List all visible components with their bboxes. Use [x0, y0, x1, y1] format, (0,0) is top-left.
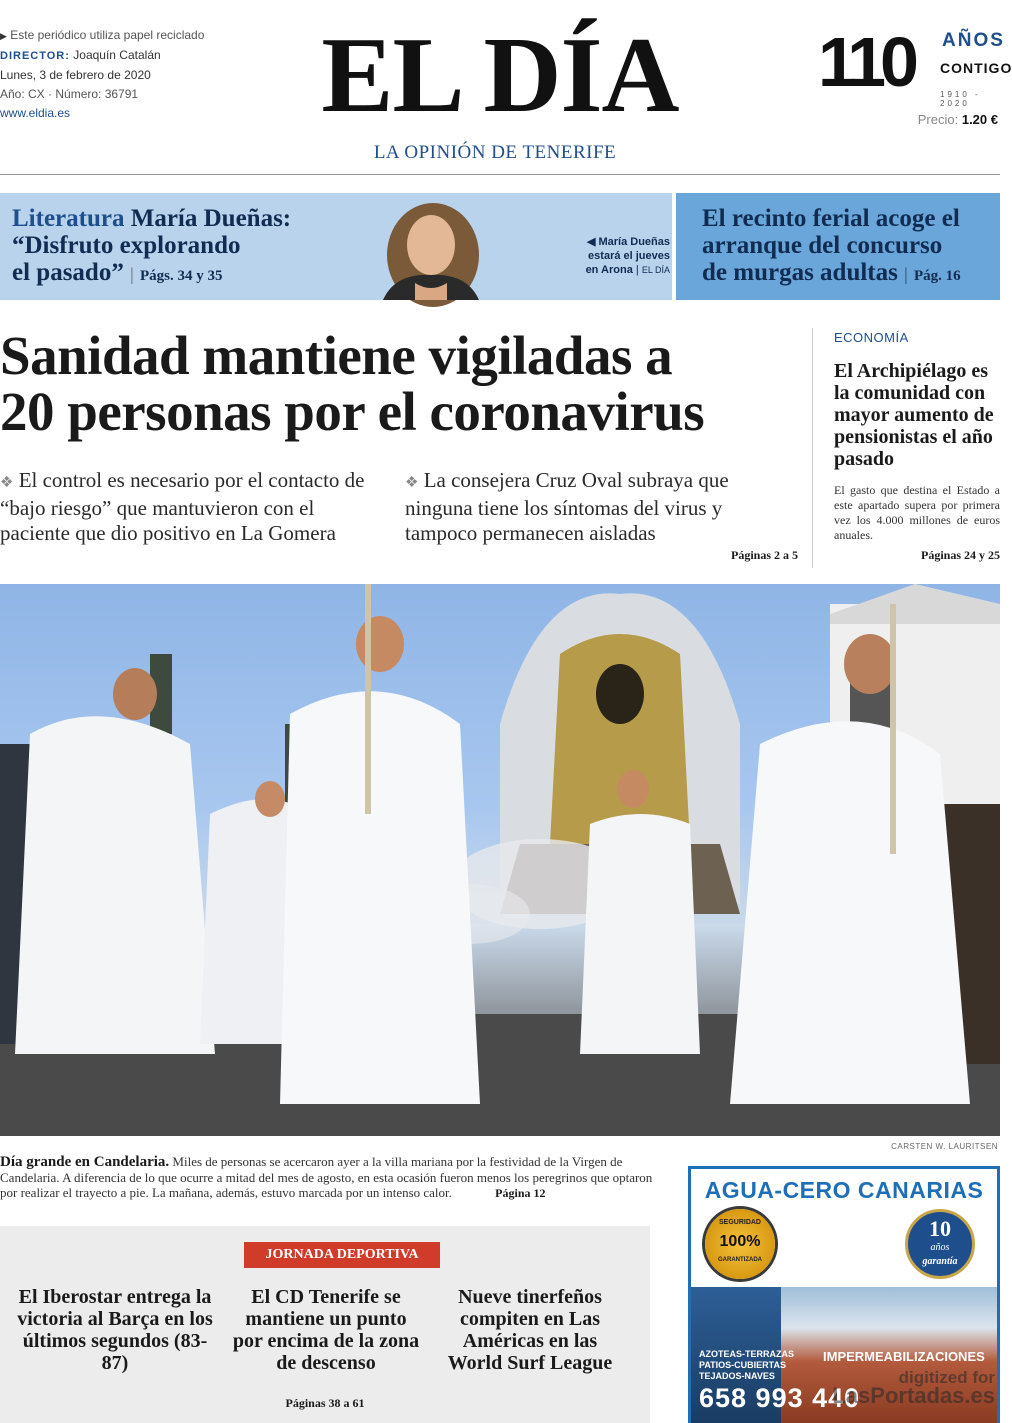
- anniversary-number: 110: [818, 23, 913, 101]
- side-section-label: ECONOMÍA: [834, 330, 909, 345]
- advertisement[interactable]: [688, 1166, 1000, 1423]
- procession-illustration: [0, 584, 1000, 1136]
- anniversary-years: 1910 - 2020: [940, 90, 981, 108]
- column-divider: [812, 328, 813, 568]
- issue-number: Año: CX · Número: 36791: [0, 87, 139, 101]
- recycled-note: ▶ Este periódico utiliza papel reciclado: [0, 28, 205, 42]
- banner-left-headline: Literatura María Dueñas: “Disfruto explorando el pasado” | Págs. 34 y 35: [12, 205, 292, 286]
- sport-story-2[interactable]: El CD Tenerife se mantiene un punto por encima de la zona de descenso: [232, 1286, 420, 1374]
- ad-phone[interactable]: 658 993 440: [699, 1383, 861, 1413]
- anniversary-sub: CONTIGO: [940, 60, 1012, 76]
- issue-date: Lunes, 3 de febrero de 2020: [0, 68, 151, 82]
- banner-left[interactable]: [0, 193, 672, 300]
- main-photo: [0, 584, 1000, 1136]
- side-headline[interactable]: El Archipiélago es la comunidad con mayor aumento de pensionistas el año pasado: [834, 360, 994, 470]
- ad-title: AGUA-CERO CANARIAS: [704, 1177, 984, 1203]
- guarantee-badge-icon: 10 años garantía: [905, 1209, 975, 1279]
- masthead-title: EL DÍA: [321, 16, 679, 135]
- sports-section: [0, 1226, 650, 1423]
- anniversary-logo: [818, 23, 1012, 108]
- sport-story-3[interactable]: Nueve tinerfeños compiten en Las Américas en las World Surf League: [447, 1286, 613, 1374]
- lead-deck-right: ❖ La consejera Cruz Oval subraya que ninguna tiene los síntomas del virus y tampoco permanecen aisladas: [405, 468, 729, 545]
- watermark: digitized for LasPortadas.es: [832, 1368, 995, 1408]
- arrow-left-icon: ◀: [586, 236, 596, 248]
- portrait-caption: ◀ María Dueñas estará el jueves en Arona | EL DÍA: [585, 236, 670, 276]
- ad-service-right: IMPERMEABILIZACIONES: [823, 1349, 985, 1364]
- side-body: El gasto que destina el Estado a este apartado supera por primera vez los 4.000 millones de euros anuales.: [834, 483, 1000, 542]
- lead-headline[interactable]: Sanidad mantiene vigiladas a 20 personas por el coronavirus: [0, 325, 705, 442]
- website-link[interactable]: www.eldia.es: [0, 106, 71, 120]
- play-icon: ▶: [0, 31, 7, 41]
- masthead-subtitle: LA OPINIÓN DE TENERIFE: [373, 142, 617, 163]
- author-portrait: [375, 193, 485, 300]
- director-line: DIRECTOR: Joaquín Catalán: [0, 48, 161, 62]
- sport-story-1[interactable]: El Iberostar entrega la victoria al Barça en los últimos segundos (83-87): [17, 1286, 213, 1374]
- banner-right[interactable]: [676, 193, 1000, 300]
- lead-pages[interactable]: Páginas 2 a 5: [730, 548, 798, 562]
- price: Precio: 1.20 €: [917, 112, 998, 127]
- ad-services: AZOTEAS-TERRAZAS PATIOS-CUBIERTAS TEJADOS-NAVES: [699, 1349, 794, 1381]
- banner-right-headline: El recinto ferial acoge el arranque del concurso de murgas adultas | Pág. 16: [702, 205, 961, 286]
- photo-caption: Día grande en Candelaria. Miles de personas se acercaron ayer a la villa mariana por la festividad de la Virgen de Candelaria. A diferencia de lo que ocurre a mitad del mes de agosto, en esta ocasión fueron menos los peregrinos que optaron por realizar el trayecto a pie. La mañana, además, estuvo marcada por un intenso calor. Página 12: [0, 1154, 653, 1200]
- anniversary-word: AÑOS: [942, 30, 1005, 51]
- masthead-divider: [0, 174, 1000, 175]
- lead-deck-left: ❖ El control es necesario por el contacto de “bajo riesgo” que mantuvieron con el paciente que dio positivo en La Gomera: [0, 468, 365, 545]
- sports-tag: JORNADA DEPORTIVA: [244, 1242, 440, 1268]
- side-pages[interactable]: Páginas 24 y 25: [920, 548, 1000, 562]
- photo-credit: CARSTEN W. LAURITSEN: [891, 1142, 998, 1151]
- diamond-bullet-icon: ❖: [405, 475, 419, 491]
- sports-pages[interactable]: Páginas 38 a 61: [285, 1396, 365, 1410]
- diamond-bullet-icon: ❖: [0, 475, 14, 491]
- seal-icon: SEGURIDAD 100% GARANTIZADA: [705, 1209, 775, 1279]
